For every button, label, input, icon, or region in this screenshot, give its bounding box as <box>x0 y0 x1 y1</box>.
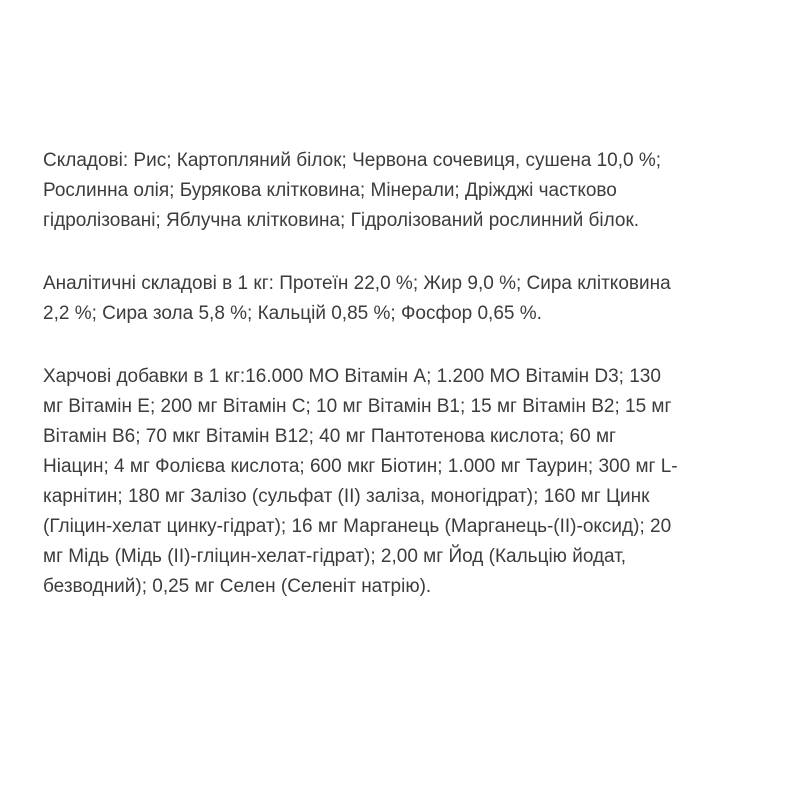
text-line: Складові: Рис; Картопляний білок; Червона сочевиця, сушена 10,0 %; <box>43 150 662 171</box>
product-description <box>43 146 773 602</box>
text-line: карнітин; 180 мг Залізо (сульфат (II) заліза, моногідрат); 160 мг Цинк <box>43 486 650 507</box>
text-line: Аналітичні складові в 1 кг: Протеїн 22,0 %; Жир 9,0 %; Сира клітковина <box>43 273 671 294</box>
additives-paragraph <box>43 362 773 602</box>
text-line: гідролізовані; Яблучна клітковина; Гідролізований рослинний білок. <box>43 210 640 231</box>
text-line: Харчові добавки в 1 кг:16.000 МО Вітамін А; 1.200 МО Вітамін D3; 130 <box>43 366 661 387</box>
text-line: мг Вітамін Е; 200 мг Вітамін С; 10 мг Вітамін В1; 15 мг Вітамін В2; 15 мг <box>43 396 672 417</box>
text-line: Ніацин; 4 мг Фолієва кислота; 600 мкг Біотин; 1.000 мг Таурин; 300 мг L- <box>43 456 678 477</box>
text-line: Вітамін В6; 70 мкг Вітамін В12; 40 мг Пантотенова кислота; 60 мг <box>43 426 616 447</box>
text-line: мг Мідь (Мідь (II)-гліцин-хелат-гідрат); 2,00 мг Йод (Кальцію йодат, <box>43 546 627 567</box>
composition-paragraph <box>43 146 773 236</box>
analytical-paragraph <box>43 269 773 329</box>
text-line: Рослинна олія; Бурякова клітковина; Мінерали; Дріжджі частково <box>43 180 617 201</box>
text-line: 2,2 %; Сира зола 5,8 %; Кальцій 0,85 %; Фосфор 0,65 %. <box>43 303 542 324</box>
text-line: (Гліцин-хелат цинку-гідрат); 16 мг Марганець (Марганець-(II)-оксид); 20 <box>43 516 672 537</box>
text-line: безводний); 0,25 мг Селен (Селеніт натрію). <box>43 576 432 597</box>
